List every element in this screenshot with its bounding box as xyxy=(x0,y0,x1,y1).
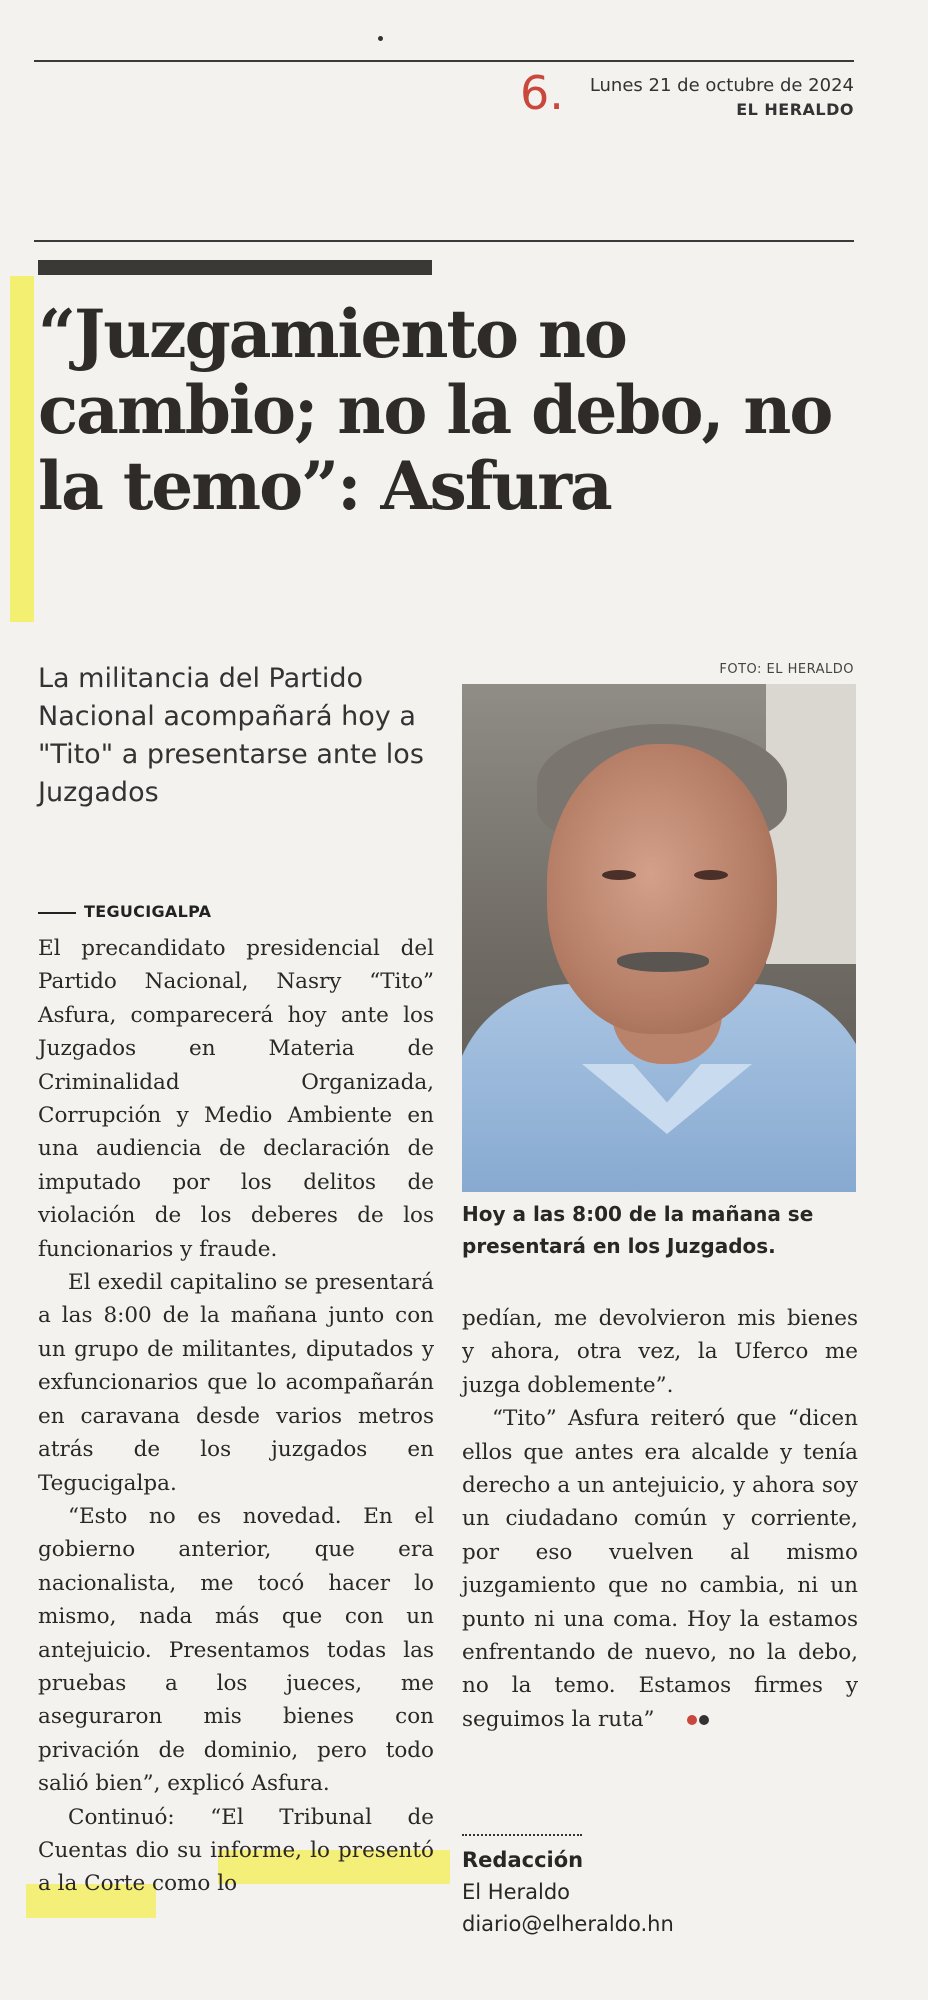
newspaper-name: EL HERALDO xyxy=(736,100,854,119)
author-email: diario@elheraldo.hn xyxy=(462,1912,674,1936)
author-name: Redacción xyxy=(462,1848,584,1872)
paragraph: El exedil capitalino se presentará a las 8:00 de la mañana junto con un grupo de militantes, diputados y exfuncionarios que lo acompañarán en caravana desde varios metros atrás de los juzgados en Tegucigalpa. xyxy=(38,1270,434,1496)
body-column-2 xyxy=(462,1302,858,1736)
photo-credit: FOTO: EL HERALDO xyxy=(719,662,854,677)
paragraph: El precandidato presidencial del Partido Nacional, Nasry “Tito” Asfura, comparecerá hoy ante los Juzgados en Materia de Criminalidad Organizada, Corrupción y Medio Ambiente en una audiencia de declaración de imputado por los delitos de violación de los deberes de los funcionarios y fraude. xyxy=(38,936,434,1262)
issue-date: Lunes 21 de octubre de 2024 xyxy=(589,75,854,96)
photo-caption: Hoy a las 8:00 de la mañana se presentará en los Juzgados. xyxy=(462,1202,814,1258)
portrait-photo xyxy=(462,684,856,1192)
paragraph: Continuó: “El Tribunal de Cuentas dio su informe, lo presentó a la Corte como lo xyxy=(38,1804,434,1897)
headline-bar xyxy=(38,260,432,275)
end-mark xyxy=(657,1703,711,1736)
paragraph xyxy=(462,1402,858,1736)
folio xyxy=(590,74,854,122)
paragraph: “Esto no es novedad. En el gobierno anterior, que era nacionalista, me tocó hacer lo mismo, nada más que con un antejuicio. Presentamos todas las pruebas a los jueces, me aseguraron mis bienes con privación de dominio, pero todo salió bien”, explicó Asfura. xyxy=(38,1503,434,1797)
signature xyxy=(462,1844,762,1940)
print-speck xyxy=(378,36,383,41)
highlighter-mark xyxy=(10,276,34,622)
signature-divider xyxy=(462,1834,582,1836)
top-rule xyxy=(34,60,854,62)
dateline xyxy=(38,902,211,921)
dateline-text: TEGUCIGALPA xyxy=(84,902,212,921)
headline: “Juzgamiento no cambio; no la debo, no la temo”: Asfura xyxy=(38,295,832,525)
body-column-1 xyxy=(38,932,434,1901)
deck: La militancia del Partido Nacional acompañará hoy a "Tito" a presentarse ante los Juzgados xyxy=(38,663,424,808)
header-rule xyxy=(34,240,854,242)
page-number: 6. xyxy=(520,66,564,120)
paragraph: pedían, me devolvieron mis bienes y ahora, otra vez, la Uferco me juzga doblemente”. xyxy=(462,1306,858,1398)
paragraph-text: “Tito” Asfura reiteró que “dicen ellos que antes era alcalde y tenía derecho a un antejuicio, y ahora soy un ciudadano común y corriente, por eso vuelven al mismo juzgamiento que no cambia, ni un punto ni una coma. Hoy la estamos enfrentando de nuevo, no la debo, no la temo. Estamos firmes y seguimos la ruta” xyxy=(462,1406,858,1732)
author-outlet: El Heraldo xyxy=(462,1880,571,1904)
